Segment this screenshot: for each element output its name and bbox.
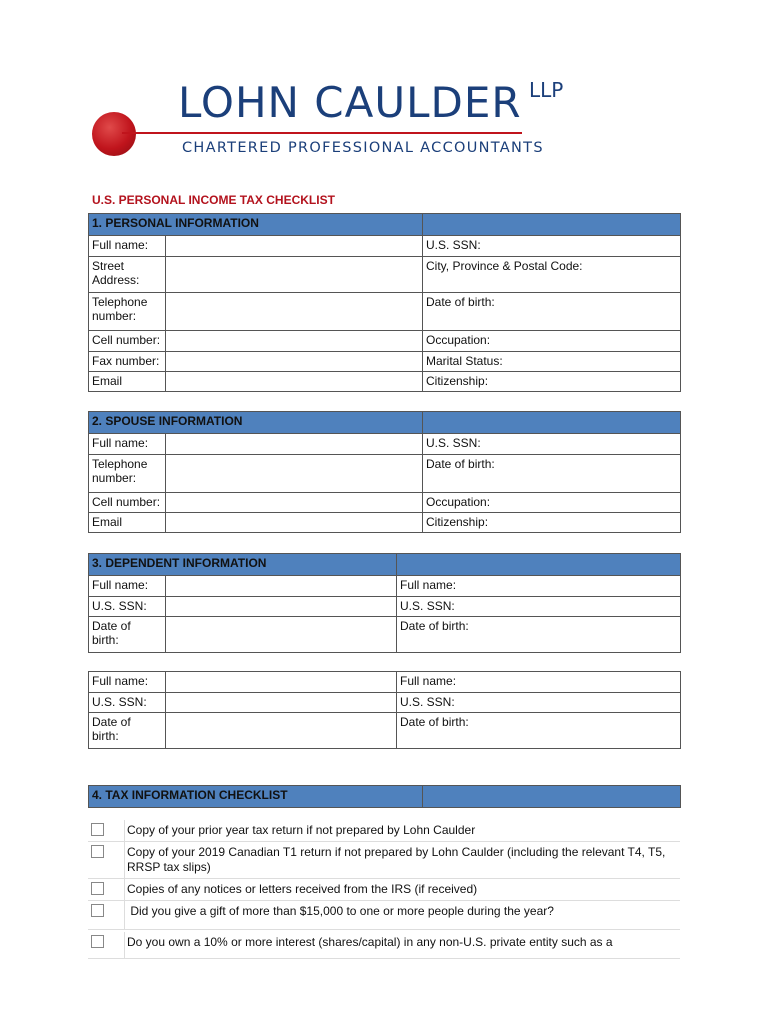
- field-label[interactable]: U.S. SSN:: [397, 693, 681, 713]
- input-cell[interactable]: [166, 672, 397, 693]
- field-label: Telephone number:: [89, 455, 166, 493]
- field-label[interactable]: Date of birth:: [423, 455, 681, 493]
- field-label: Street Address:: [89, 257, 166, 293]
- input-cell[interactable]: [166, 713, 397, 749]
- input-cell[interactable]: [166, 617, 397, 653]
- field-label[interactable]: Citizenship:: [423, 513, 681, 533]
- list-item: [88, 842, 680, 879]
- field-label[interactable]: City, Province & Postal Code:: [423, 257, 681, 293]
- section-header: 1. PERSONAL INFORMATION: [89, 214, 423, 236]
- tax-checklist-header: [88, 785, 681, 808]
- logo-llp: LLP: [529, 78, 564, 102]
- company-logo: [92, 78, 582, 163]
- input-cell[interactable]: [166, 372, 423, 392]
- field-label[interactable]: Marital Status:: [423, 352, 681, 372]
- input-cell[interactable]: [166, 352, 423, 372]
- input-cell[interactable]: [166, 597, 397, 617]
- field-label: Fax number:: [89, 352, 166, 372]
- field-label[interactable]: Full name:: [397, 576, 681, 597]
- input-cell[interactable]: [166, 693, 397, 713]
- field-label: Cell number:: [89, 331, 166, 352]
- field-label: Full name:: [89, 576, 166, 597]
- checklist-item-text: Copy of your 2019 Canadian T1 return if not prepared by Lohn Caulder (including the relevant T4, T5, RRSP tax slips): [127, 845, 666, 874]
- field-label[interactable]: U.S. SSN:: [423, 434, 681, 455]
- input-cell[interactable]: [166, 434, 423, 455]
- field-label: Date of birth:: [89, 617, 166, 653]
- field-label: U.S. SSN:: [89, 597, 166, 617]
- dependent-info-table: [88, 553, 681, 653]
- input-cell[interactable]: [166, 455, 423, 493]
- input-cell[interactable]: [166, 331, 423, 352]
- field-label: Full name:: [89, 236, 166, 257]
- personal-info-table: [88, 213, 681, 392]
- list-item: [88, 901, 680, 930]
- checklist-item-text: Did you give a gift of more than $15,000 to one or more people during the year?: [127, 904, 554, 918]
- checkbox[interactable]: [91, 823, 104, 836]
- field-label[interactable]: Citizenship:: [423, 372, 681, 392]
- tax-checklist: [88, 820, 680, 959]
- field-label: Cell number:: [89, 493, 166, 513]
- field-label: Telephone number:: [89, 293, 166, 331]
- list-item: [88, 879, 680, 901]
- field-label[interactable]: Date of birth:: [423, 293, 681, 331]
- field-label: Email: [89, 372, 166, 392]
- field-label[interactable]: Date of birth:: [397, 617, 681, 653]
- checkbox[interactable]: [91, 845, 104, 858]
- field-label: Full name:: [89, 672, 166, 693]
- logo-company-name: LOHN CAULDER: [178, 78, 522, 127]
- field-label[interactable]: U.S. SSN:: [423, 236, 681, 257]
- checkbox[interactable]: [91, 904, 104, 917]
- logo-tagline: CHARTERED PROFESSIONAL ACCOUNTANTS: [182, 140, 544, 156]
- section-header: 4. TAX INFORMATION CHECKLIST: [89, 786, 423, 808]
- logo-emblem: [92, 112, 136, 156]
- page-title: U.S. PERSONAL INCOME TAX CHECKLIST: [92, 193, 335, 207]
- field-label: Email: [89, 513, 166, 533]
- input-cell[interactable]: [166, 293, 423, 331]
- checkbox[interactable]: [91, 882, 104, 895]
- field-label: U.S. SSN:: [89, 693, 166, 713]
- checkbox[interactable]: [91, 935, 104, 948]
- field-label[interactable]: Occupation:: [423, 493, 681, 513]
- input-cell[interactable]: [166, 576, 397, 597]
- logo-rule: [122, 132, 522, 134]
- spouse-info-table: [88, 411, 681, 533]
- dependent-info-table-2: [88, 671, 681, 749]
- checklist-item-text: Do you own a 10% or more interest (shares/capital) in any non-U.S. private entity such as a: [127, 935, 613, 949]
- field-label[interactable]: U.S. SSN:: [397, 597, 681, 617]
- list-item: [88, 820, 680, 842]
- input-cell[interactable]: [166, 257, 423, 293]
- list-item: [88, 930, 680, 959]
- section-header: 3. DEPENDENT INFORMATION: [89, 554, 397, 576]
- field-label[interactable]: Date of birth:: [397, 713, 681, 749]
- field-label: Date of birth:: [89, 713, 166, 749]
- checklist-item-text: Copy of your prior year tax return if not prepared by Lohn Caulder: [127, 823, 476, 837]
- section-header: 2. SPOUSE INFORMATION: [89, 412, 423, 434]
- field-label: Full name:: [89, 434, 166, 455]
- field-label[interactable]: Full name:: [397, 672, 681, 693]
- input-cell[interactable]: [166, 513, 423, 533]
- field-label[interactable]: Occupation:: [423, 331, 681, 352]
- checklist-item-text: Copies of any notices or letters received from the IRS (if received): [127, 882, 478, 896]
- input-cell[interactable]: [166, 236, 423, 257]
- input-cell[interactable]: [166, 493, 423, 513]
